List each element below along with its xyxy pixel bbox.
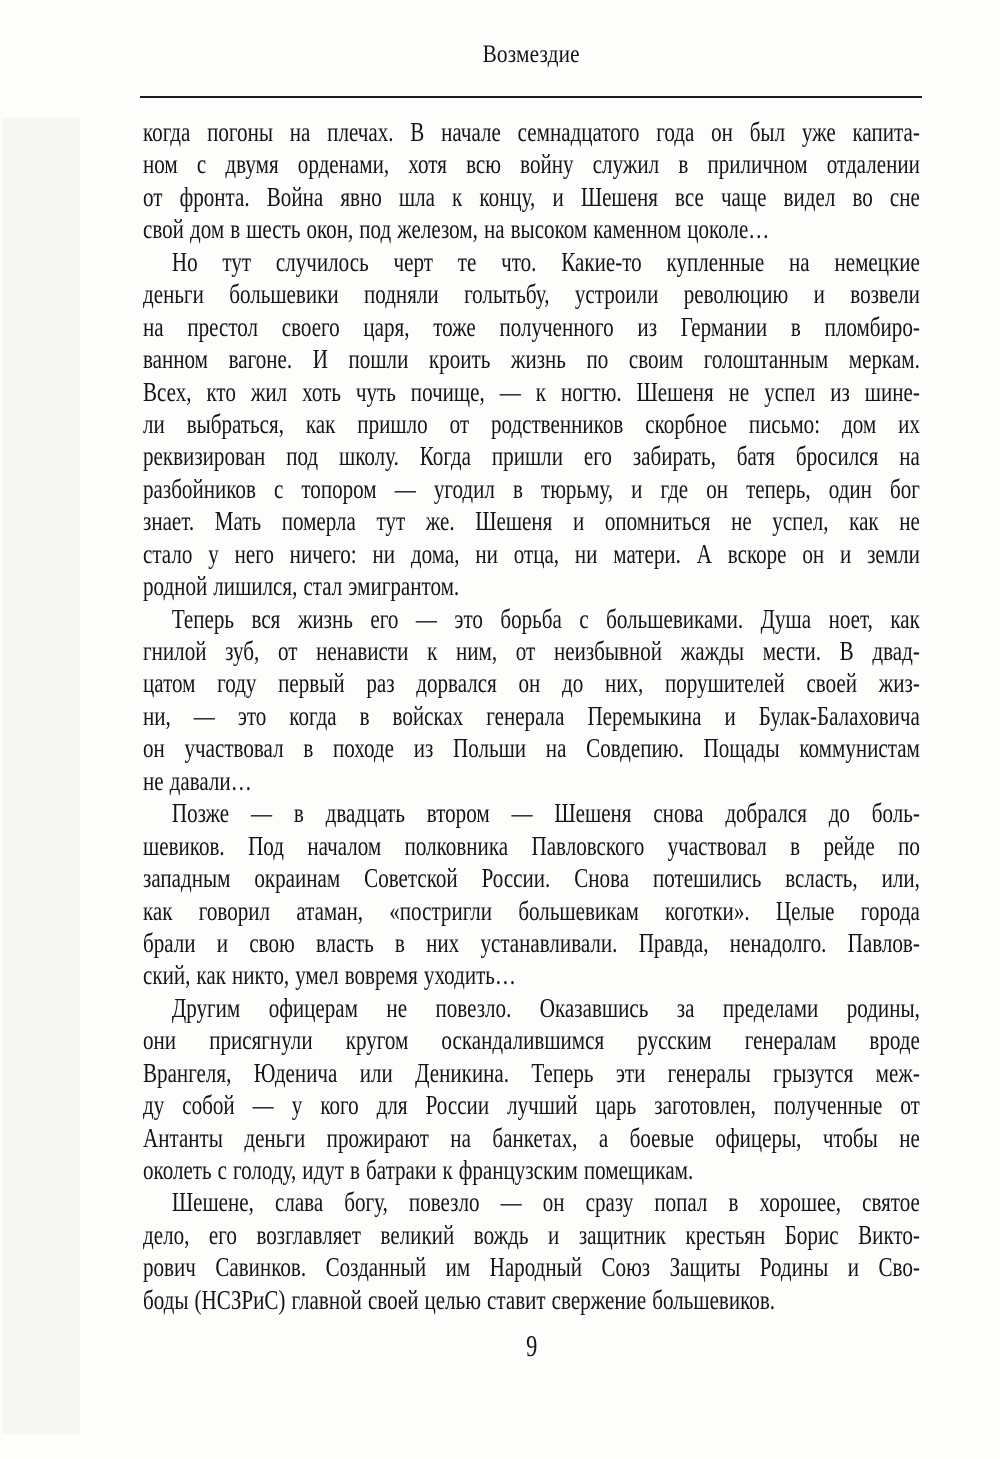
text-line: шевиков. Под началом полковника Павловского участвовал в рейде по — [143, 830, 920, 861]
text-line: Теперь вся жизнь его — это борьба с большевиками. Душа ноет, как — [171, 603, 920, 634]
text-line: ский, как никто, умел вовремя уходить… — [143, 960, 516, 991]
text-line: брали и свою власть в них устанавливали. Правда, ненадолго. Павлов- — [143, 927, 920, 958]
text-line: они присягнули кругом оскандалившимся русским генералам вроде — [143, 1025, 920, 1056]
text-line: Всех, кто жил хоть чуть почище, — к ногтю. Шешеня не успел из шине- — [143, 376, 920, 407]
text-line: западным окраинам Советской России. Снова потешились всласть, или, — [143, 863, 920, 894]
text-line: околеть с голоду, идут в батраки к французским помещикам. — [143, 1155, 694, 1185]
text-line: ном с двумя орденами, хотя всю войну служил в приличном отдалении — [143, 149, 920, 180]
text-line: Врангеля, Юденича или Деникина. Теперь эти генералы грызутся меж- — [143, 1057, 920, 1088]
text-line: он участвовал в походе из Польши на Совдепию. Пощады коммунистам — [143, 733, 920, 764]
text-line: стало у него ничего: ни дома, ни отца, ни матери. А вскоре он и земли — [143, 538, 920, 569]
text-line: боды (НСЗРиС) главной своей целью ставит свержение большевиков. — [143, 1284, 776, 1315]
text-line: дело, его возглавляет великий вождь и защитник крестьян Борис Викто- — [143, 1219, 920, 1250]
paragraph-2 — [143, 246, 920, 603]
paragraph-5 — [143, 992, 920, 1187]
page-title: Возмездие — [482, 41, 581, 68]
paragraph-3 — [143, 603, 920, 798]
text-line: Позже — в двадцать втором — Шешеня снова добрался до боль- — [171, 798, 920, 829]
paragraph-6 — [143, 1186, 920, 1316]
text-line: цатом году первый раз дорвался он до них, порушителей своей жиз- — [143, 668, 920, 699]
text-line: Другим офицерам не повезло. Оказавшись за пределами родины, — [171, 992, 920, 1023]
text-line: разбойников с топором — угодил в тюрьму, и где он теперь, один бог — [143, 473, 920, 504]
text-line: Но тут случилось черт те что. Какие-то купленные на немецкие — [171, 246, 920, 277]
text-line: рович Савинков. Созданный им Народный Союз Защиты Родины и Сво- — [143, 1252, 920, 1283]
text-line: реквизирован под школу. Когда пришли его забирать, батя бросился на — [143, 441, 920, 472]
text-line: Антанты деньги прожирают на банкетах, а боевые офицеры, чтобы не — [143, 1122, 920, 1153]
text-line: свой дом в шесть окон, под железом, на высоком каменном цоколе… — [143, 214, 770, 245]
text-line: гнилой зуб, от ненависти к ним, от неизбывной жажды мести. В двад- — [143, 636, 920, 666]
body-text — [143, 116, 920, 1316]
text-line: деньги большевики подняли голытьбу, устроили революцию и возвели — [143, 279, 920, 310]
text-line: ду собой — у кого для России лучший царь заготовлен, полученные от — [143, 1090, 920, 1121]
text-line: знает. Мать померла тут же. Шешеня и опомниться не успел, как не — [143, 506, 920, 537]
text-line: на престол своего царя, тоже полученного из Германии в пломбиро- — [143, 311, 920, 342]
text-line: не давали… — [143, 765, 252, 796]
page-number: 9 — [525, 1328, 538, 1363]
text-line: когда погоны на плечах. В начале семнадцатого года он был уже капита- — [143, 117, 920, 147]
text-line: родной лишился, стал эмигрантом. — [143, 571, 460, 602]
scan-artifact-band — [2, 118, 80, 1434]
text-line: ванном вагоне. И пошли кроить жизнь по своим голоштанным меркам. — [143, 344, 920, 375]
text-line: от фронта. Война явно шла к концу, и Шешеня все чаще видел во сне — [143, 181, 920, 212]
page-number-container — [143, 1328, 920, 1364]
header-rule — [140, 96, 922, 98]
text-line: ли выбраться, как пришло от родственников скорбное письмо: дом их — [143, 408, 920, 439]
paragraph-1 — [143, 116, 920, 246]
running-head — [143, 40, 920, 70]
text-line: ни, — это когда в войсках генерала Перемыкина и Булак-Балаховича — [143, 700, 920, 731]
text-line: как говорил атаман, «постригли большевикам коготки». Целые города — [143, 895, 920, 926]
text-line: Шешене, слава богу, повезло — он сразу попал в хорошее, святое — [171, 1187, 920, 1218]
paragraph-4 — [143, 797, 920, 992]
